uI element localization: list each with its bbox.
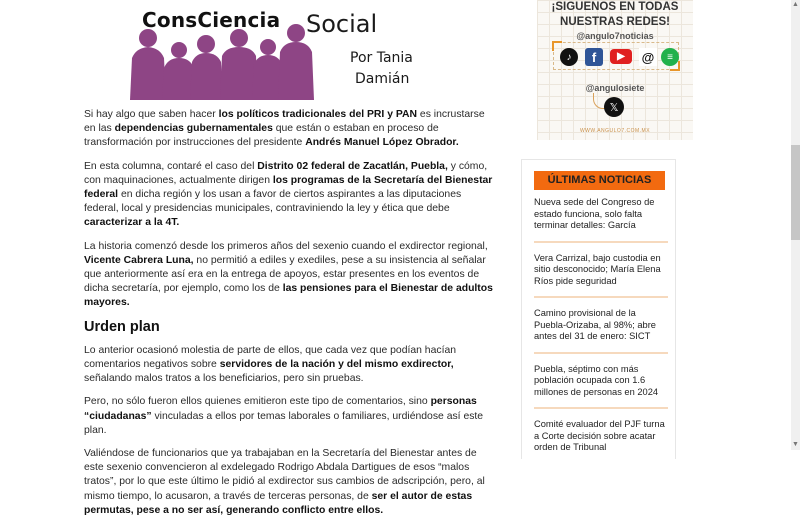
article-paragraph	[84, 160, 496, 231]
bold-text: personas “ciudadanas”	[84, 396, 477, 422]
news-link[interactable]: Puebla, séptimo con más población ocupada con 1.6 millones de personas en 2024	[534, 364, 668, 410]
social-icons-box	[553, 42, 679, 70]
article-paragraph	[84, 344, 496, 387]
latest-news-list	[534, 197, 668, 473]
article-paragraph	[84, 395, 496, 438]
text: y cómo, con maquinaciones, actualmente dirigen	[84, 160, 488, 186]
news-link[interactable]: Camino provisional de la Puebla-Orizaba, al 98%; abre antes del 31 de enero: SICT	[534, 308, 668, 354]
text: vinculadas a ellos por temas laborales o familiares, urdiéndose así este plan.	[84, 410, 484, 436]
social-website-url: WWW.ANGULO7.COM.MX	[579, 128, 651, 134]
text: Pero, no sólo fueron ellos quienes emitieron este tipo de comentarios, sino	[84, 396, 431, 408]
text: En esta columna, contaré el caso del	[84, 160, 258, 172]
bold-text: servidores de la nación y del mismo exdirector,	[219, 359, 454, 371]
text: Si hay algo que saben hacer	[84, 109, 219, 120]
bold-text: caracterizar a la 4T.	[84, 217, 180, 229]
bold-text: Distrito 02 federal de Zacatlán, Puebla,	[257, 160, 448, 172]
social-handle-secondary: @angulosiete	[585, 83, 645, 93]
article-paragraph	[84, 447, 496, 518]
spotify-icon[interactable]: ≡	[661, 48, 679, 66]
bold-text: Andrés Manuel López Obrador.	[305, 137, 459, 149]
scroll-up-arrow-icon[interactable]: ▲	[792, 1, 799, 8]
scroll-down-arrow-icon[interactable]: ▼	[792, 441, 799, 448]
youtube-icon[interactable]: ▶	[610, 49, 632, 64]
bold-text: los programas de la Secretaría del Bienestar federal	[84, 174, 493, 201]
facebook-icon[interactable]: f	[585, 48, 603, 66]
latest-news-widget	[521, 159, 676, 459]
social-follow-banner[interactable]	[537, 0, 693, 140]
social-handle-primary: @angulo7noticias	[576, 31, 654, 41]
text: no permitió a ediles y exediles, pese a su insistencia al señalar que anteriormente así era en la entrega de apoyos, estar presentes en los eventos de dicha secretaría, por ejemplo, como los de	[84, 254, 486, 295]
scrollbar-thumb[interactable]	[791, 145, 800, 240]
article-paragraph	[84, 240, 496, 311]
news-link[interactable]: Nueva sede del Congreso de estado funciona, solo falta terminar detalles: García	[534, 197, 668, 243]
social-title-line-1: ¡SIGUENOS EN TODAS	[551, 1, 679, 13]
text: Valiéndose de funcionarios que ya trabajaban en la Secretaría del Bienestar antes de este sexenio convencieron al exdelegado Rodrigo Abdala Dartigues de esos “malos tratos”, por lo que este último le pidió al exdirector sus cambios de adscripción, pero, al mismo tiempo, lo acusaron, a través de terceras personas, de	[84, 448, 485, 502]
latest-news-header: ÚLTIMAS NOTICIAS	[534, 171, 665, 190]
text: es incrustarse en las	[84, 109, 485, 135]
text: en dicha región y los usan a favor de ciertos aspirantes a las diputaciones federal, local y presidencias municipales, contraviniendo la ley y ética que debe	[84, 189, 462, 215]
text: que están o estaban en proceso de transformación por instrucciones del presidente	[84, 123, 439, 149]
news-link[interactable]: Comité evaluador del PJF turna a Corte decisión sobre acatar orden de Tribunal	[534, 419, 665, 452]
column-banner	[126, 0, 426, 100]
social-title-line-2: NUESTRAS REDES!	[560, 16, 670, 28]
text: Lo anterior ocasionó molestia de parte de ellos, que cada vez que podían hacían comentarios negativos sobre	[84, 344, 457, 371]
text: señalando malos tratos a los beneficiarios, pero sin pruebas.	[84, 373, 364, 385]
banner-subtitle: Social	[306, 10, 378, 38]
bold-text: Vicente Cabrera Luna,	[84, 254, 194, 266]
bold-text: las pensiones para el Bienestar de adultos mayores.	[84, 283, 493, 309]
text: La historia comenzó desde los primeros años del sexenio cuando el exdirector regional,	[84, 240, 488, 252]
article-paragraph	[84, 108, 496, 151]
bold-text: dependencias gubernamentales	[114, 123, 273, 135]
banner-brand-title: ConsCiencia	[142, 8, 281, 32]
x-icon[interactable]: 𝕏	[604, 97, 624, 117]
bold-text: los políticos tradicionales del PRI y PAN	[218, 109, 418, 120]
banner-byline-2: Damián	[355, 71, 410, 87]
article-body	[84, 108, 496, 527]
corner-decoration	[552, 41, 562, 51]
bold-text: ser el autor de estas permutas, pese a no ser así, generando conflicto entre ellos.	[84, 490, 473, 516]
threads-icon[interactable]: @	[639, 48, 657, 66]
news-link[interactable]: Vera Carrizal, bajo custodia en sitio desconocido; María Elena Ríos pide seguridad	[534, 253, 668, 299]
vertical-scrollbar[interactable]	[791, 0, 800, 450]
tiktok-icon[interactable]: ♪	[560, 48, 578, 66]
section-heading: Urden plan	[84, 318, 160, 335]
banner-byline-1: Por Tania	[350, 50, 413, 66]
